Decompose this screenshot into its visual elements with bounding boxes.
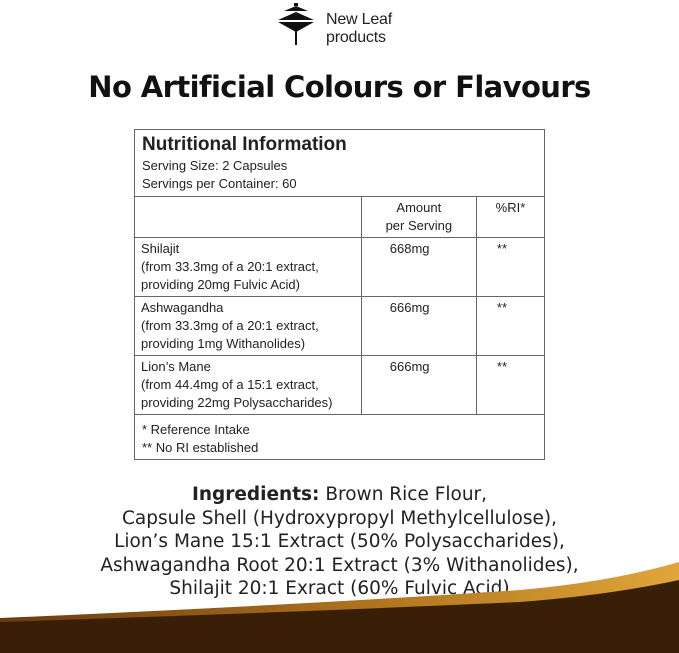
ingredients-line	[0, 483, 679, 507]
ingredient-detail: (from 33.3mg of a 20:1 extract,	[141, 318, 319, 333]
amount-cell: 666mg	[361, 297, 476, 356]
ingredient-detail: providing 22mg Polysaccharides)	[141, 395, 333, 410]
ingredient-name: Lion’s Mane	[141, 359, 211, 374]
page-headline: No Artificial Colours or Flavours	[88, 70, 591, 104]
nutrition-title: Nutritional Information	[142, 134, 347, 155]
amount-cell: 666mg	[361, 356, 476, 415]
amount-header-line1: Amount	[396, 200, 442, 215]
ingredient-detail: providing 20mg Fulvic Acid)	[141, 277, 300, 292]
ingredients-line: Lion’s Mane 15:1 Extract (50% Polysaccharides),	[114, 531, 565, 552]
decorative-swoosh	[0, 560, 679, 653]
ingredients-line: Capsule Shell (Hydroxypropyl Methylcellulose),	[122, 507, 557, 529]
ri-cell: **	[476, 297, 544, 356]
amount-cell: 668mg	[361, 238, 476, 297]
ingredients-text: Brown Rice Flour,	[319, 484, 488, 505]
ingredient-detail: providing 1mg Withanolides)	[141, 336, 306, 351]
ingredient-cell	[135, 356, 362, 415]
brand-line2: products	[326, 29, 386, 46]
ingredient-cell	[135, 297, 362, 356]
nutrition-table	[134, 129, 545, 460]
ingredient-cell	[135, 238, 362, 297]
nutrition-header	[135, 130, 545, 197]
ingredients-line: Ashwagandha Root 20:1 Extract (3% Withanolides),	[100, 554, 579, 576]
ri-cell: **	[476, 356, 544, 415]
ingredients-line: Shilajit 20:1 Exract (60% Fulvic Acid)	[169, 578, 510, 599]
leaf-tree-logo-icon	[274, 2, 318, 48]
ingredient-name: Ashwagandha	[141, 300, 224, 315]
column-header-name	[135, 197, 362, 238]
ingredient-detail: (from 33.3mg of a 20:1 extract,	[141, 259, 319, 274]
amount-header-line2: per Serving	[385, 218, 453, 233]
table-row	[135, 238, 545, 297]
ingredients-label: Ingredients:	[191, 484, 320, 505]
ri-cell: **	[476, 238, 544, 297]
ingredient-detail: (from 44.4mg of a 15:1 extract,	[141, 377, 319, 392]
footnote-no-ri: ** No RI established	[142, 440, 259, 455]
servings-per-container: Servings per Container: 60	[142, 176, 297, 191]
brand-name	[326, 11, 392, 47]
brand-line1: New Leaf	[326, 11, 392, 28]
ingredient-name: Shilajit	[141, 241, 180, 256]
footnote-reference-intake: * Reference Intake	[142, 422, 250, 437]
table-row	[135, 356, 545, 415]
column-header-amount	[361, 197, 476, 238]
column-header-row	[135, 197, 545, 238]
column-header-ri: %RI*	[476, 197, 544, 238]
table-row	[135, 297, 545, 356]
serving-size: Serving Size: 2 Capsules	[142, 158, 288, 173]
brand-logo	[272, 2, 412, 50]
footnote-row	[135, 415, 545, 460]
